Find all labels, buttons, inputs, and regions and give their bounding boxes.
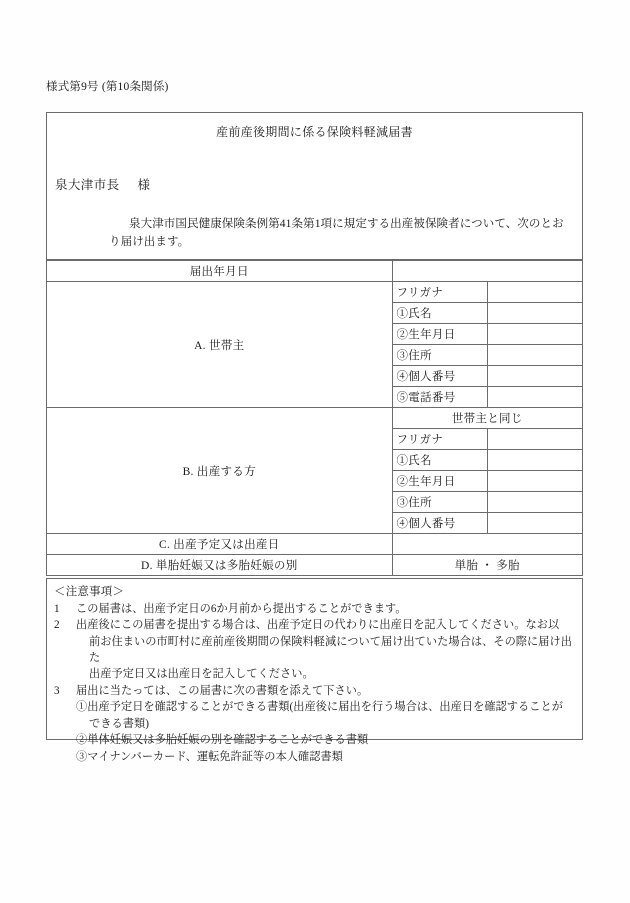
note-item-2-line-2: 前お住まいの市町村に産前産後期間の保険料軽減について届け出ていた場合は、その際に届け出た — [89, 635, 572, 665]
addressee-line — [55, 175, 150, 193]
section-a-sublabel-address: ③住所 — [392, 345, 487, 366]
section-b-sublabel-personal-number: ④個人番号 — [392, 513, 487, 534]
section-b-sublabel-furigana: フリガナ — [392, 429, 487, 450]
note-item-2-text — [76, 617, 575, 683]
note-item-3-text: 届出に当たっては、この届書に次の書類を添えて下さい。 — [76, 684, 369, 697]
section-a-sublabel-personal-number: ④個人番号 — [392, 366, 487, 387]
section-a-sublabel-phone: ⑤電話番号 — [392, 387, 487, 408]
section-a-sublabel-furigana: フリガナ — [392, 282, 487, 303]
section-b-value-name[interactable] — [487, 450, 582, 471]
section-b-label: B. 出産する方 — [47, 408, 393, 534]
row-d-label: D. 単胎妊娠又は多胎妊娠の別 — [47, 555, 393, 576]
table-row-b-same-as-head — [47, 408, 583, 429]
note-item-2-number: 2 — [54, 619, 60, 632]
table-row-submission-date — [47, 261, 583, 282]
note-item-1 — [54, 601, 575, 617]
note-sub-item-2: ②単体妊娠又は多胎妊娠の別を確認することができる書類 — [76, 734, 369, 747]
submission-date-value[interactable] — [392, 261, 583, 282]
section-b-same-as-householder[interactable]: 世帯主と同じ — [392, 408, 583, 429]
section-b-sublabel-address: ③住所 — [392, 492, 487, 513]
section-b-value-furigana[interactable] — [487, 429, 582, 450]
note-item-1-number: 1 — [54, 602, 60, 615]
section-a-sublabel-birthdate: ②生年月日 — [392, 324, 487, 345]
section-b-value-birthdate[interactable] — [487, 471, 582, 492]
row-d-value[interactable]: 単胎 ・ 多胎 — [392, 555, 583, 576]
note-item-1-text: この届書は、出産予定日の6か月前から提出することができます。 — [76, 602, 407, 615]
section-a-sublabel-name: ①氏名 — [392, 303, 487, 324]
note-sub-item-1-line-2: できる書類) — [89, 717, 149, 730]
section-a-value-name[interactable] — [487, 303, 582, 324]
note-sub-item-1-line-1: ①出産予定日を確認することができる書類(出産後に届出を行う場合は、出産日を確認することが — [76, 701, 563, 714]
note-sub-item-3: ③マイナンバーカード、運転免許証等の本人確認書類 — [76, 750, 343, 763]
section-b-sublabel-birthdate: ②生年月日 — [392, 471, 487, 492]
note-sub-item-1 — [54, 699, 575, 732]
table-row-a-furigana — [47, 282, 583, 303]
note-item-2-line-3: 出産予定日又は出産日を記入してください。 — [89, 668, 314, 681]
applicant-info-table — [46, 260, 583, 576]
section-b-value-personal-number[interactable] — [487, 513, 582, 534]
notes-box — [46, 578, 583, 763]
intro-paragraph: 泉大津市国民健康保険条例第41条第1項に規定する出産被保険者について、次のとおり届け出ます。 — [109, 218, 564, 248]
section-a-value-personal-number[interactable] — [487, 366, 582, 387]
note-item-3 — [54, 683, 575, 699]
row-c-label: C. 出産予定又は出産日 — [47, 534, 393, 555]
section-a-value-birthdate[interactable] — [487, 324, 582, 345]
notes-heading: ＜注意事項＞ — [54, 586, 125, 598]
submission-date-label: 届出年月日 — [47, 261, 393, 282]
addressee-honorific: 様 — [137, 178, 151, 192]
section-b-sublabel-name: ①氏名 — [392, 450, 487, 471]
section-b-value-address[interactable] — [487, 492, 582, 513]
row-c-value[interactable] — [392, 534, 583, 555]
table-row-d-pregnancy-type — [47, 555, 583, 576]
addressee-name: 泉大津市長 — [55, 178, 120, 192]
section-a-label: A. 世帯主 — [47, 282, 393, 408]
section-a-value-furigana[interactable] — [487, 282, 582, 303]
document-title: 産前産後期間に係る保険料軽減届書 — [216, 125, 413, 139]
form-number-label: 様式第9号 (第10条関係) — [46, 81, 169, 93]
section-a-value-phone[interactable] — [487, 387, 582, 408]
note-item-2-line-1: 出産後にこの届書を提出する場合は、出産予定日の代わりに出産日を記入してください。なお以 — [76, 619, 560, 632]
note-item-3-number: 3 — [54, 684, 60, 697]
section-a-value-address[interactable] — [487, 345, 582, 366]
form-header-box — [46, 112, 583, 260]
note-item-2 — [54, 617, 575, 683]
table-row-c-due-date — [47, 534, 583, 555]
